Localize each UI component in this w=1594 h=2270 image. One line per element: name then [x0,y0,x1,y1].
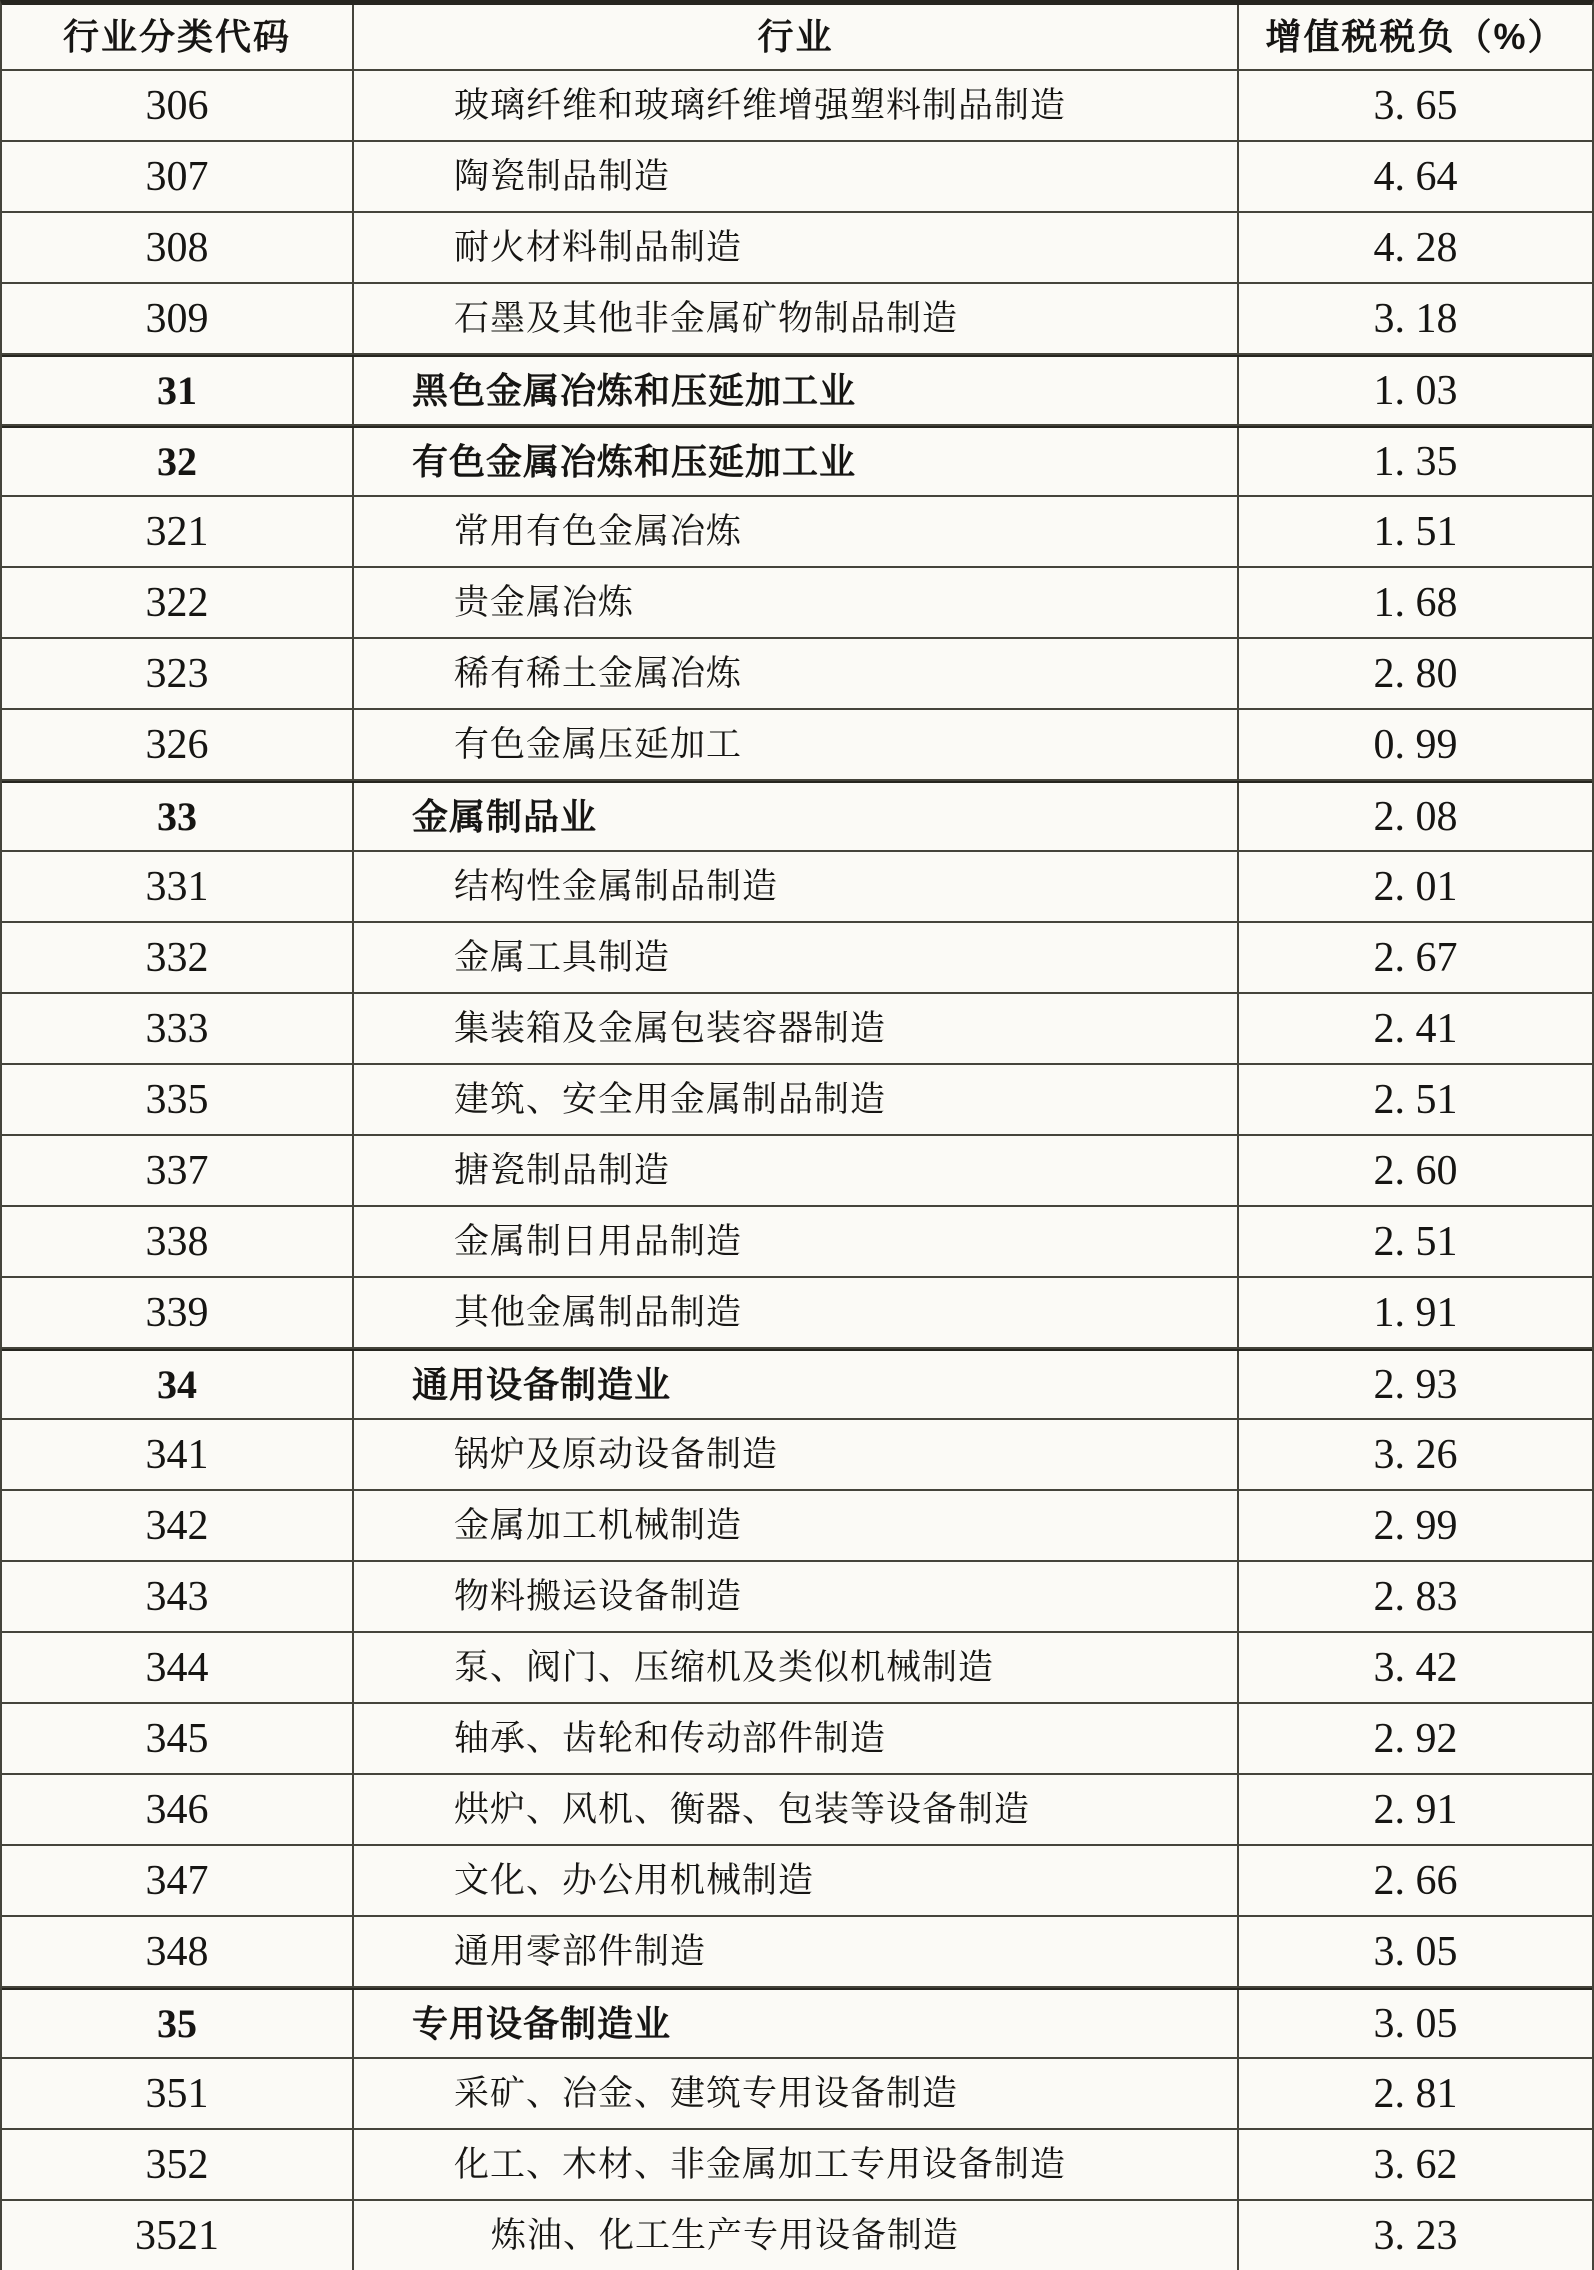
cell-industry-code: 331 [2,852,354,921]
cell-industry-code: 335 [2,1065,354,1134]
cell-vat-value: 3. 26 [1373,1431,1458,1478]
cell-vat-value: 1. 03 [1373,367,1458,414]
cell-industry-name: 耐火材料制品制造 [354,213,1239,282]
table-row [2,284,1592,355]
table-row [2,1136,1592,1207]
cell-industry-code: 343 [2,1562,354,1631]
cell-vat-value: 1. 68 [1373,579,1458,626]
cell-vat-value: 1. 35 [1373,438,1458,485]
cell-vat-value: 1. 91 [1373,1289,1458,1336]
cell-industry-code: 332 [2,923,354,992]
table-row [2,1633,1592,1704]
table-row [2,1775,1592,1846]
cell-industry-name: 建筑、安全用金属制品制造 [354,1065,1239,1134]
cell-industry-name: 通用设备制造业 [354,1351,1239,1418]
col-header-vat-rate: 增值税税负（%） [1265,16,1566,57]
cell-industry-name: 物料搬运设备制造 [354,1562,1239,1631]
cell-industry-code: 346 [2,1775,354,1844]
cell-industry-name: 轴承、齿轮和传动部件制造 [354,1704,1239,1773]
cell-industry-name: 化工、木材、非金属加工专用设备制造 [354,2130,1239,2199]
cell-industry-name: 常用有色金属冶炼 [354,497,1239,566]
table-row [2,355,1592,426]
cell-vat-value: 3. 62 [1373,2141,1458,2188]
table-row [2,142,1592,213]
table-row [2,994,1592,1065]
col-header-industry-code: 行业分类代码 [2,5,354,69]
cell-industry-name: 有色金属压延加工 [354,710,1239,779]
table-row [2,1207,1592,1278]
cell-industry-code: 308 [2,213,354,282]
table-row [2,1704,1592,1775]
cell-vat-value: 2. 01 [1373,863,1458,910]
table-row [2,568,1592,639]
cell-industry-code: 34 [2,1351,354,1418]
cell-vat-value: 2. 92 [1373,1715,1458,1762]
cell-industry-code: 352 [2,2130,354,2199]
cell-industry-name: 玻璃纤维和玻璃纤维增强塑料制品制造 [354,71,1239,140]
table-row [2,497,1592,568]
cell-industry-code: 344 [2,1633,354,1702]
cell-industry-name: 结构性金属制品制造 [354,852,1239,921]
cell-vat-value: 4. 28 [1373,224,1458,271]
table-row [2,852,1592,923]
cell-industry-code: 323 [2,639,354,708]
cell-industry-code: 326 [2,710,354,779]
cell-industry-name: 炼油、化工生产专用设备制造 [354,2201,1239,2270]
table-row [2,1491,1592,1562]
table-row [2,2201,1592,2270]
header-row [2,5,1592,71]
table-row [2,1917,1592,1988]
cell-vat-value: 2. 60 [1373,1147,1458,1194]
cell-industry-name: 金属工具制造 [354,923,1239,992]
cell-industry-name: 通用零部件制造 [354,1917,1239,1986]
cell-vat-value: 2. 81 [1373,2070,1458,2117]
cell-vat-value: 2. 93 [1373,1361,1458,1408]
cell-industry-name: 采矿、冶金、建筑专用设备制造 [354,2059,1239,2128]
cell-industry-name: 金属制品业 [354,783,1239,850]
table-row [2,213,1592,284]
table-row [2,2059,1592,2130]
cell-vat-value: 3. 23 [1373,2212,1458,2259]
cell-vat-value: 3. 42 [1373,1644,1458,1691]
cell-industry-name: 泵、阀门、压缩机及类似机械制造 [354,1633,1239,1702]
cell-industry-name: 集装箱及金属包装容器制造 [354,994,1239,1063]
cell-industry-name: 稀有稀土金属冶炼 [354,639,1239,708]
cell-vat-value: 2. 99 [1373,1502,1458,1549]
cell-vat-value: 2. 80 [1373,650,1458,697]
cell-vat-value: 0. 99 [1373,721,1458,768]
table-row [2,781,1592,852]
cell-vat-value: 4. 64 [1373,153,1458,200]
cell-industry-name: 石墨及其他非金属矿物制品制造 [354,284,1239,353]
cell-industry-code: 347 [2,1846,354,1915]
cell-industry-code: 342 [2,1491,354,1560]
table-row [2,1846,1592,1917]
table-row [2,1988,1592,2059]
cell-industry-code: 33 [2,783,354,850]
cell-industry-code: 32 [2,428,354,495]
cell-industry-code: 3521 [2,2201,354,2270]
cell-industry-code: 337 [2,1136,354,1205]
cell-vat-value: 2. 51 [1373,1218,1458,1265]
cell-industry-code: 338 [2,1207,354,1276]
table-row [2,2130,1592,2201]
cell-vat-value: 2. 08 [1373,793,1458,840]
cell-industry-code: 348 [2,1917,354,1986]
table-row [2,426,1592,497]
cell-industry-name: 陶瓷制品制造 [354,142,1239,211]
cell-industry-name: 专用设备制造业 [354,1990,1239,2057]
cell-vat-value: 3. 05 [1373,1928,1458,1975]
cell-industry-code: 306 [2,71,354,140]
col-header-industry: 行业 [354,5,1239,69]
cell-industry-code: 307 [2,142,354,211]
cell-vat-value: 2. 91 [1373,1786,1458,1833]
cell-vat-value: 2. 51 [1373,1076,1458,1123]
cell-vat-value: 3. 18 [1373,295,1458,342]
table-row [2,1562,1592,1633]
cell-industry-code: 35 [2,1990,354,2057]
cell-industry-code: 345 [2,1704,354,1773]
cell-industry-name: 锅炉及原动设备制造 [354,1420,1239,1489]
cell-industry-name: 贵金属冶炼 [354,568,1239,637]
table-row [2,923,1592,994]
table-row [2,710,1592,781]
cell-industry-code: 31 [2,357,354,424]
cell-industry-name: 有色金属冶炼和压延加工业 [354,428,1239,495]
cell-vat-value: 2. 83 [1373,1573,1458,1620]
cell-industry-code: 321 [2,497,354,566]
cell-industry-name: 烘炉、风机、衡器、包装等设备制造 [354,1775,1239,1844]
cell-industry-name: 其他金属制品制造 [354,1278,1239,1347]
cell-industry-name: 金属制日用品制造 [354,1207,1239,1276]
cell-vat-value: 1. 51 [1373,508,1458,555]
cell-industry-code: 351 [2,2059,354,2128]
table-body [2,71,1592,2270]
table-row [2,1420,1592,1491]
table-row [2,639,1592,710]
cell-industry-code: 341 [2,1420,354,1489]
table-row [2,1349,1592,1420]
cell-vat-value: 2. 41 [1373,1005,1458,1052]
cell-industry-name: 文化、办公用机械制造 [354,1846,1239,1915]
cell-vat-value: 3. 65 [1373,82,1458,129]
cell-vat-value: 2. 67 [1373,934,1458,981]
cell-industry-code: 309 [2,284,354,353]
cell-vat-value: 3. 05 [1373,2000,1458,2047]
cell-vat-value: 2. 66 [1373,1857,1458,1904]
cell-industry-code: 333 [2,994,354,1063]
cell-industry-name: 黑色金属冶炼和压延加工业 [354,357,1239,424]
table-row [2,71,1592,142]
table-row [2,1278,1592,1349]
table-row [2,1065,1592,1136]
cell-industry-code: 322 [2,568,354,637]
cell-industry-code: 339 [2,1278,354,1347]
cell-industry-name: 金属加工机械制造 [354,1491,1239,1560]
cell-industry-name: 搪瓷制品制造 [354,1136,1239,1205]
